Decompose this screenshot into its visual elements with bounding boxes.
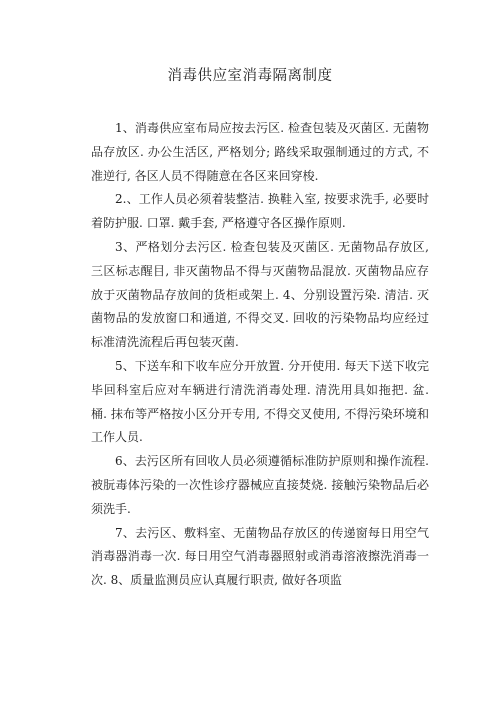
paragraph-6: 7、去污区、敷料室、无菌物品存放区的传递窗每日用空气消毒器消毒一次. 每日用空气消毒器照射或消毒溶液擦洗消毒一次. 8、质量监测员应认真履行职责, 做好各项监 xyxy=(91,525,429,588)
paragraph-4: 5、下送车和下收车应分开放置. 分开使用. 每天下送下收完毕回科室后应对车辆进行清洗消毒处理. 清洗用具如拖把. 盆. 桶. 抹布等严格按小区分开专用, 不得交叉使用, 不得污染环境和工作人员. xyxy=(91,358,429,445)
paragraph-1: 1、消毒供应室布局应按去污区. 检查包装及灭菌区. 无菌物品存放区. 办公生活区, 严格划分; 路线采取强制通过的方式, 不准逆行, 各区人员不得随意在各区来回穿梭. xyxy=(91,121,429,183)
paragraph-3: 3、严格划分去污区. 检查包装及灭菌区. 无菌物品存放区, 三区标志醒目, 非灭菌物品不得与灭菌物品混放. 灭菌物品应存放于灭菌物品存放间的货柜或架上. 4、分别设置污染. 清洁. 灭菌物品的发放窗口和通道, 不得交叉. 回收的污染物品均应经过标准清洗流程后再包装灭菌. xyxy=(91,239,429,350)
paragraph-2: 2.、工作人员必须着装整洁. 换鞋入室, 按要求洗手, 必要时着防护服. 口罩. 戴手套, 严格遵守各区操作原则. xyxy=(91,192,429,231)
paragraph-5: 6、去污区所有回收人员必须遵循标准防护原则和操作流程. 被朊毒体污染的一次性诊疗器械应直接焚烧. 接触污染物品后必须洗手. xyxy=(91,454,429,516)
document-title: 消毒供应室消毒隔离制度 xyxy=(167,68,333,84)
document-body xyxy=(91,117,429,593)
